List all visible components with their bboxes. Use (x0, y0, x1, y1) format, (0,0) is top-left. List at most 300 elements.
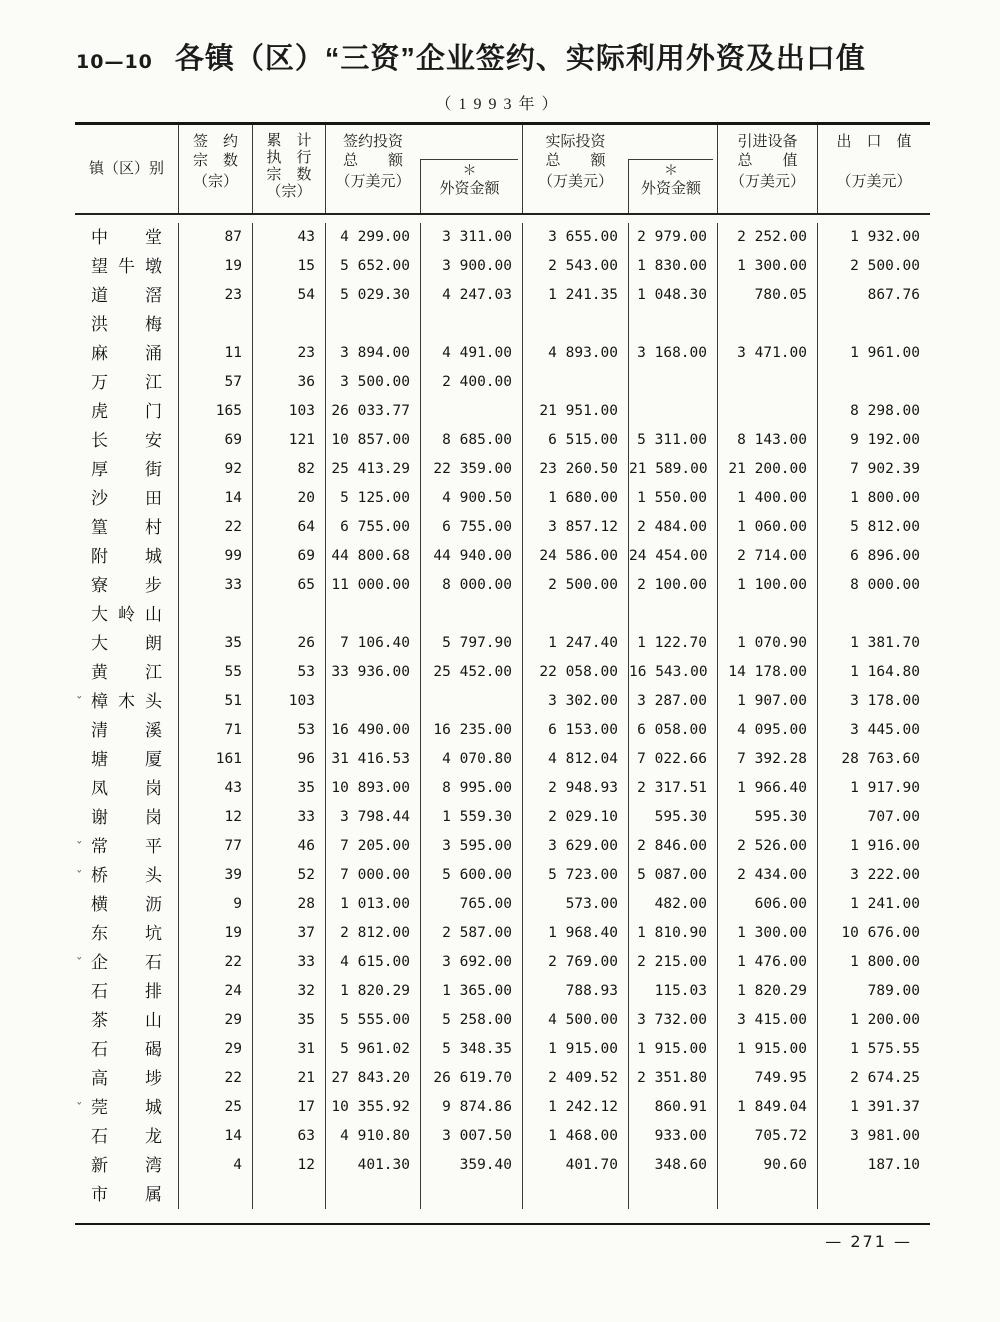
value-cell (628, 397, 717, 426)
value-cell: 2 714.00 (717, 542, 817, 571)
table-row (75, 252, 930, 281)
value-cell: 1 915.00 (628, 1035, 717, 1064)
value-cell: 4 812.04 (522, 745, 628, 774)
value-cell: 4 095.00 (717, 716, 817, 745)
table-row (75, 890, 930, 919)
value-cell: 8 298.00 (817, 397, 930, 426)
value-cell: 1 365.00 (420, 977, 522, 1006)
pen-tick-mark: ˇ (76, 957, 83, 972)
value-cell: 15 (252, 252, 325, 281)
town-name-cell (75, 397, 178, 426)
value-cell: 44 940.00 (420, 542, 522, 571)
value-cell: 9 874.86 (420, 1093, 522, 1122)
town-name: 凤岗 (91, 779, 162, 798)
value-cell: 3 445.00 (817, 716, 930, 745)
value-cell: 7 000.00 (325, 861, 420, 890)
value-cell: 69 (178, 426, 252, 455)
value-cell: 20 (252, 484, 325, 513)
value-cell: 92 (178, 455, 252, 484)
town-name: 石排 (91, 982, 162, 1001)
value-cell: 12 (252, 1151, 325, 1180)
value-cell: 1 849.04 (717, 1093, 817, 1122)
town-name: 黄江 (91, 663, 162, 682)
town-name-cell (75, 223, 178, 252)
value-cell: 595.30 (628, 803, 717, 832)
value-cell: 65 (252, 571, 325, 600)
value-cell: 1 820.29 (325, 977, 420, 1006)
value-cell: 3 500.00 (325, 368, 420, 397)
pen-tick-mark: ˇ (76, 1102, 83, 1117)
value-cell: 1 830.00 (628, 252, 717, 281)
value-cell: 2 434.00 (717, 861, 817, 890)
value-cell: 8 685.00 (420, 426, 522, 455)
table-row (75, 745, 930, 774)
town-name: 石龙 (91, 1127, 162, 1146)
value-cell: 1 070.90 (717, 629, 817, 658)
value-cell: 3 311.00 (420, 223, 522, 252)
table-row (75, 1064, 930, 1093)
value-cell: 43 (178, 774, 252, 803)
town-name-cell (75, 1093, 178, 1122)
town-name: 洪梅 (91, 315, 162, 334)
value-cell: 3 168.00 (628, 339, 717, 368)
value-cell: 1 048.30 (628, 281, 717, 310)
value-cell: 1 013.00 (325, 890, 420, 919)
value-cell: 3 302.00 (522, 687, 628, 716)
value-cell: 187.10 (817, 1151, 930, 1180)
town-name: 企石 (91, 953, 162, 972)
value-cell: 5 348.35 (420, 1035, 522, 1064)
value-cell: 35 (178, 629, 252, 658)
value-cell: 3 415.00 (717, 1006, 817, 1035)
pen-tick-mark: ˇ (76, 841, 83, 856)
value-cell: 348.60 (628, 1151, 717, 1180)
value-cell: 7 022.66 (628, 745, 717, 774)
town-name: 沙田 (91, 489, 162, 508)
value-cell: 1 468.00 (522, 1122, 628, 1151)
statistics-table (75, 122, 930, 1225)
value-cell (817, 600, 930, 629)
town-name: 高埗 (91, 1069, 162, 1088)
value-cell: 1 100.00 (717, 571, 817, 600)
value-cell: 2 029.10 (522, 803, 628, 832)
value-cell: 1 241.00 (817, 890, 930, 919)
value-cell: 6 058.00 (628, 716, 717, 745)
value-cell: 26 033.77 (325, 397, 420, 426)
value-cell (628, 600, 717, 629)
value-cell: 36 (252, 368, 325, 397)
table-row (75, 1006, 930, 1035)
value-cell: 788.93 (522, 977, 628, 1006)
value-cell: 53 (252, 716, 325, 745)
value-cell: 1 122.70 (628, 629, 717, 658)
value-cell: 595.30 (717, 803, 817, 832)
col-header-contract-foreign (420, 125, 522, 213)
col-header-equipment: 引进设备 总 值 （万美元） (717, 125, 817, 213)
value-cell: 3 222.00 (817, 861, 930, 890)
value-cell (420, 397, 522, 426)
value-cell: 3 981.00 (817, 1122, 930, 1151)
value-cell: 1 559.30 (420, 803, 522, 832)
value-cell: 1 200.00 (817, 1006, 930, 1035)
value-cell: 2 400.00 (420, 368, 522, 397)
value-cell: 2 500.00 (817, 252, 930, 281)
value-cell: 3 471.00 (717, 339, 817, 368)
value-cell: 573.00 (522, 890, 628, 919)
town-name: 石碣 (91, 1040, 162, 1059)
value-cell: 1 381.70 (817, 629, 930, 658)
value-cell (420, 687, 522, 716)
value-cell: 55 (178, 658, 252, 687)
value-cell: 35 (252, 774, 325, 803)
value-cell: 933.00 (628, 1122, 717, 1151)
value-cell: 1 680.00 (522, 484, 628, 513)
table-row (75, 455, 930, 484)
town-name-cell (75, 513, 178, 542)
value-cell: 21 200.00 (717, 455, 817, 484)
value-cell: 21 (252, 1064, 325, 1093)
table-row (75, 368, 930, 397)
value-cell: 3 798.44 (325, 803, 420, 832)
value-cell (628, 310, 717, 339)
table-row (75, 1122, 930, 1151)
value-cell: 1 400.00 (717, 484, 817, 513)
value-cell (252, 310, 325, 339)
value-cell: 19 (178, 252, 252, 281)
town-name-cell (75, 948, 178, 977)
value-cell: 4 070.80 (420, 745, 522, 774)
value-cell: 9 (178, 890, 252, 919)
town-name: 万江 (91, 373, 162, 392)
table-row (75, 542, 930, 571)
value-cell: 1 247.40 (522, 629, 628, 658)
col-header-contract-total: 签约投资 总 额 （万美元） (325, 125, 420, 213)
value-cell: 87 (178, 223, 252, 252)
town-name-cell (75, 716, 178, 745)
town-name: 望牛墩 (91, 257, 162, 276)
value-cell: 3 857.12 (522, 513, 628, 542)
value-cell: 5 797.90 (420, 629, 522, 658)
value-cell: 2 674.25 (817, 1064, 930, 1093)
town-name-cell (75, 1035, 178, 1064)
value-cell: 43 (252, 223, 325, 252)
value-cell: 5 723.00 (522, 861, 628, 890)
value-cell: 9 192.00 (817, 426, 930, 455)
value-cell: 8 995.00 (420, 774, 522, 803)
value-cell: 24 586.00 (522, 542, 628, 571)
value-cell: 707.00 (817, 803, 930, 832)
table-row (75, 1035, 930, 1064)
value-cell: 1 800.00 (817, 948, 930, 977)
value-cell: 8 000.00 (420, 571, 522, 600)
value-cell: 1 907.00 (717, 687, 817, 716)
town-name: 市属 (91, 1185, 162, 1204)
value-cell: 5 961.02 (325, 1035, 420, 1064)
value-cell (522, 368, 628, 397)
value-cell: 19 (178, 919, 252, 948)
value-cell: 5 087.00 (628, 861, 717, 890)
table-row (75, 832, 930, 861)
value-cell: 1 241.35 (522, 281, 628, 310)
value-cell (628, 1180, 717, 1209)
value-cell: 1 300.00 (717, 919, 817, 948)
value-cell: 3 629.00 (522, 832, 628, 861)
table-row (75, 600, 930, 629)
value-cell: 57 (178, 368, 252, 397)
table-row (75, 861, 930, 890)
value-cell: 749.95 (717, 1064, 817, 1093)
value-cell: 3 732.00 (628, 1006, 717, 1035)
value-cell (252, 600, 325, 629)
foreign-amount-subbox: ＊ 外资金额 (420, 159, 518, 213)
town-name: 茶山 (91, 1011, 162, 1030)
value-cell: 28 763.60 (817, 745, 930, 774)
value-cell: 2 948.93 (522, 774, 628, 803)
value-cell: 401.70 (522, 1151, 628, 1180)
value-cell: 165 (178, 397, 252, 426)
value-cell: 37 (252, 919, 325, 948)
value-cell: 11 (178, 339, 252, 368)
value-cell: 103 (252, 687, 325, 716)
value-cell: 1 915.00 (522, 1035, 628, 1064)
town-name-cell (75, 832, 178, 861)
town-name: 长安 (91, 431, 162, 450)
town-name: 常平 (91, 837, 162, 856)
table-index-label: 10—10 (76, 51, 153, 73)
value-cell: 4 900.50 (420, 484, 522, 513)
value-cell: 705.72 (717, 1122, 817, 1151)
value-cell: 33 (252, 948, 325, 977)
value-cell (325, 600, 420, 629)
town-name-cell (75, 745, 178, 774)
value-cell: 4 910.80 (325, 1122, 420, 1151)
value-cell: 6 755.00 (420, 513, 522, 542)
value-cell: 17 (252, 1093, 325, 1122)
table-row (75, 281, 930, 310)
value-cell (522, 310, 628, 339)
value-cell: 1 476.00 (717, 948, 817, 977)
value-cell: 82 (252, 455, 325, 484)
town-name-cell (75, 1180, 178, 1209)
value-cell: 2 526.00 (717, 832, 817, 861)
value-cell (252, 1180, 325, 1209)
value-cell: 77 (178, 832, 252, 861)
value-cell: 26 619.70 (420, 1064, 522, 1093)
town-name: 桥头 (91, 866, 162, 885)
table-row (75, 513, 930, 542)
value-cell (178, 600, 252, 629)
town-name-cell (75, 919, 178, 948)
town-name-cell (75, 368, 178, 397)
table-row (75, 803, 930, 832)
value-cell: 33 (178, 571, 252, 600)
town-name-cell (75, 484, 178, 513)
value-cell: 2 846.00 (628, 832, 717, 861)
value-cell: 5 600.00 (420, 861, 522, 890)
value-cell: 1 932.00 (817, 223, 930, 252)
value-cell: 5 812.00 (817, 513, 930, 542)
town-name: 大朗 (91, 634, 162, 653)
value-cell (717, 368, 817, 397)
value-cell: 16 543.00 (628, 658, 717, 687)
table-row (75, 339, 930, 368)
value-cell (325, 687, 420, 716)
value-cell: 5 652.00 (325, 252, 420, 281)
town-name-cell (75, 600, 178, 629)
value-cell: 4 (178, 1151, 252, 1180)
table-row (75, 571, 930, 600)
value-cell: 2 769.00 (522, 948, 628, 977)
value-cell: 6 896.00 (817, 542, 930, 571)
town-name: 厚街 (91, 460, 162, 479)
table-row (75, 1093, 930, 1122)
value-cell: 64 (252, 513, 325, 542)
value-cell: 4 491.00 (420, 339, 522, 368)
value-cell: 860.91 (628, 1093, 717, 1122)
value-cell: 4 615.00 (325, 948, 420, 977)
town-name: 莞城 (91, 1098, 162, 1117)
value-cell (817, 368, 930, 397)
value-cell: 25 452.00 (420, 658, 522, 687)
town-name-cell (75, 310, 178, 339)
value-cell: 2 409.52 (522, 1064, 628, 1093)
town-name: 东坑 (91, 924, 162, 943)
value-cell: 28 (252, 890, 325, 919)
town-name: 新湾 (91, 1156, 162, 1175)
value-cell (178, 1180, 252, 1209)
town-name-cell (75, 571, 178, 600)
value-cell: 1 575.55 (817, 1035, 930, 1064)
value-cell (178, 310, 252, 339)
value-cell: 867.76 (817, 281, 930, 310)
value-cell: 22 359.00 (420, 455, 522, 484)
value-cell: 10 355.92 (325, 1093, 420, 1122)
table-row (75, 977, 930, 1006)
foreign-amount-subbox: ＊ 外资金额 (628, 159, 713, 213)
table-row (75, 658, 930, 687)
value-cell: 1 164.80 (817, 658, 930, 687)
value-cell: 2 543.00 (522, 252, 628, 281)
value-cell: 2 215.00 (628, 948, 717, 977)
table-row (75, 716, 930, 745)
value-cell: 23 (178, 281, 252, 310)
col-header-actual-total: 实际投资 总 额 （万美元） (522, 125, 628, 213)
value-cell: 1 391.37 (817, 1093, 930, 1122)
value-cell: 21 589.00 (628, 455, 717, 484)
town-name-cell (75, 629, 178, 658)
table-row (75, 426, 930, 455)
value-cell: 14 178.00 (717, 658, 817, 687)
table-body (75, 215, 930, 1223)
town-name: 篁村 (91, 518, 162, 537)
value-cell: 3 692.00 (420, 948, 522, 977)
value-cell: 1 810.90 (628, 919, 717, 948)
pen-tick-mark: ˇ (76, 696, 83, 711)
value-cell: 54 (252, 281, 325, 310)
town-name: 樟木头 (91, 692, 162, 711)
value-cell: 2 484.00 (628, 513, 717, 542)
value-cell: 3 178.00 (817, 687, 930, 716)
value-cell: 1 550.00 (628, 484, 717, 513)
town-name-cell (75, 426, 178, 455)
value-cell: 6 755.00 (325, 513, 420, 542)
value-cell: 1 915.00 (717, 1035, 817, 1064)
value-cell: 10 676.00 (817, 919, 930, 948)
town-name-cell (75, 774, 178, 803)
value-cell (420, 1180, 522, 1209)
pen-tick-mark: ˇ (76, 870, 83, 885)
town-name: 塘厦 (91, 750, 162, 769)
value-cell: 7 106.40 (325, 629, 420, 658)
value-cell: 1 968.40 (522, 919, 628, 948)
value-cell: 4 893.00 (522, 339, 628, 368)
value-cell: 31 (252, 1035, 325, 1064)
value-cell: 5 125.00 (325, 484, 420, 513)
value-cell (325, 1180, 420, 1209)
value-cell: 22 058.00 (522, 658, 628, 687)
table-row (75, 774, 930, 803)
table-row (75, 1180, 930, 1209)
town-name: 横沥 (91, 895, 162, 914)
value-cell: 33 936.00 (325, 658, 420, 687)
value-cell: 26 (252, 629, 325, 658)
value-cell: 23 260.50 (522, 455, 628, 484)
town-name: 寮步 (91, 576, 162, 595)
value-cell: 53 (252, 658, 325, 687)
value-cell (717, 310, 817, 339)
value-cell: 4 299.00 (325, 223, 420, 252)
value-cell: 35 (252, 1006, 325, 1035)
town-name-cell (75, 252, 178, 281)
value-cell (717, 397, 817, 426)
value-cell: 69 (252, 542, 325, 571)
value-cell: 14 (178, 1122, 252, 1151)
value-cell (522, 600, 628, 629)
value-cell: 7 205.00 (325, 832, 420, 861)
value-cell: 765.00 (420, 890, 522, 919)
town-name: 道滘 (91, 286, 162, 305)
value-cell: 606.00 (717, 890, 817, 919)
value-cell: 5 029.30 (325, 281, 420, 310)
value-cell: 4 247.03 (420, 281, 522, 310)
value-cell: 96 (252, 745, 325, 774)
town-name: 附城 (91, 547, 162, 566)
value-cell: 8 000.00 (817, 571, 930, 600)
col-header-cumulative: 累 计 执 行 宗 数 （宗） (252, 125, 325, 213)
value-cell: 25 (178, 1093, 252, 1122)
value-cell: 25 413.29 (325, 455, 420, 484)
town-name-cell (75, 1151, 178, 1180)
value-cell: 2 100.00 (628, 571, 717, 600)
town-name-cell (75, 455, 178, 484)
town-name-cell (75, 890, 178, 919)
town-name-cell (75, 861, 178, 890)
value-cell: 482.00 (628, 890, 717, 919)
value-cell: 63 (252, 1122, 325, 1151)
value-cell: 1 242.12 (522, 1093, 628, 1122)
town-name: 麻涌 (91, 344, 162, 363)
value-cell (325, 310, 420, 339)
value-cell: 21 951.00 (522, 397, 628, 426)
value-cell (717, 600, 817, 629)
value-cell (420, 600, 522, 629)
town-name: 大岭山 (91, 605, 162, 624)
table-header-row (75, 125, 930, 215)
value-cell: 3 007.50 (420, 1122, 522, 1151)
town-name-cell (75, 339, 178, 368)
value-cell: 2 500.00 (522, 571, 628, 600)
value-cell (420, 310, 522, 339)
